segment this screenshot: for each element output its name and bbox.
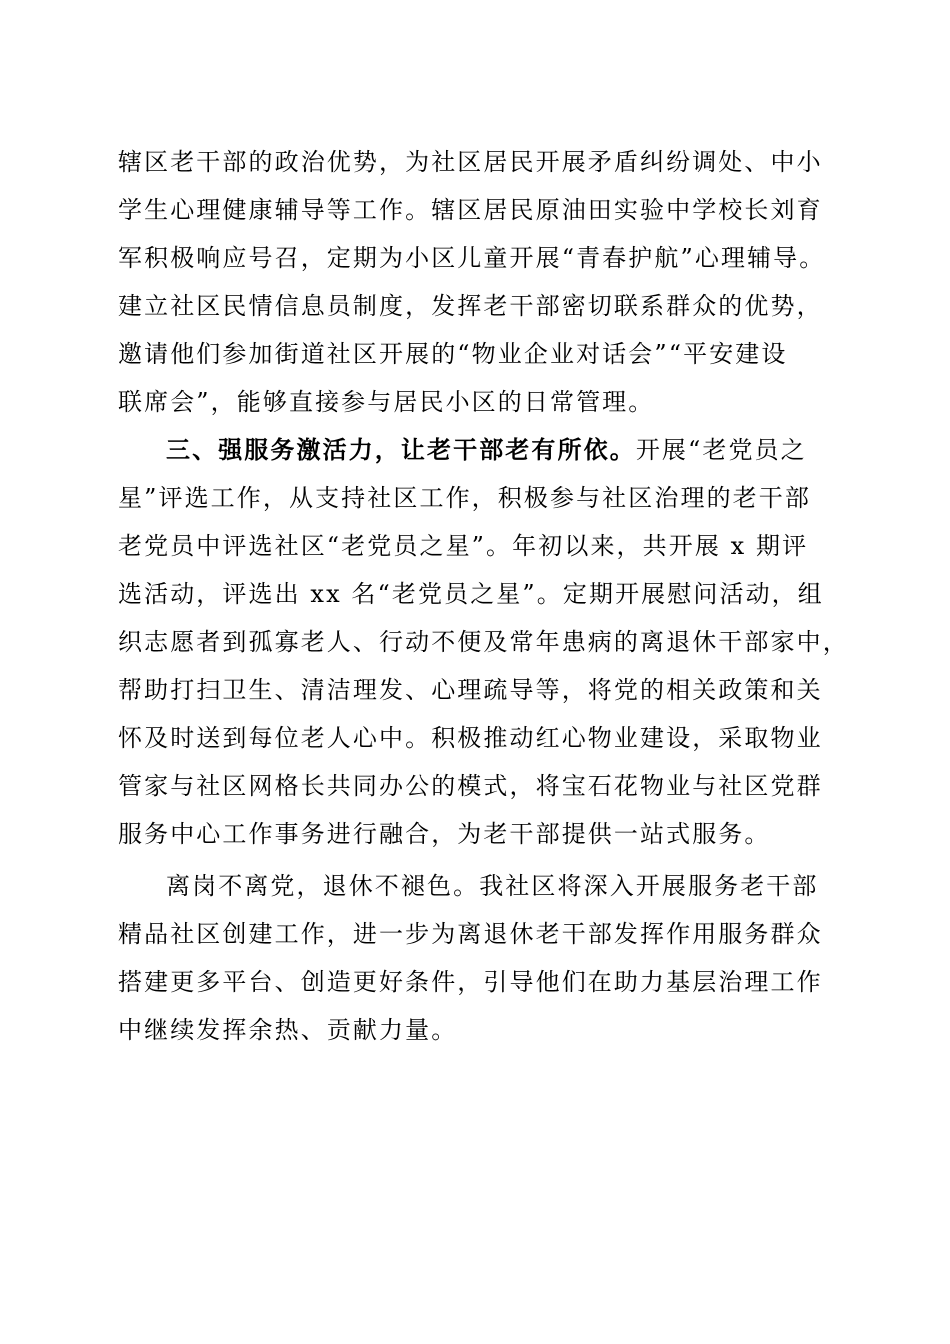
- section-3-line-9: 服务中心工作事务进行融合，为老干部提供一站式服务。: [118, 820, 771, 848]
- section-3-first-line-text: 开展“老党员之: [635, 436, 807, 464]
- section-3-heading: 三、强服务激活力，让老干部老有所依。: [166, 435, 636, 464]
- conclusion-line-1: 离岗不离党，退休不褪色。我社区将深入开展服务老干部: [166, 872, 819, 900]
- conclusion-line-2: 精品社区创建工作，进一步为离退休老干部发挥作用服务群众: [118, 920, 823, 948]
- section-3-line-6: 帮助打扫卫生、清洁理发、心理疏导等，将党的相关政策和关: [118, 676, 823, 704]
- section-3-line-3: 老党员中评选社区“老党员之星”。年初以来，共开展 x 期评: [118, 532, 809, 560]
- paragraph-1-line-5: 邀请他们参加街道社区开展的“物业企业对话会”“平安建设: [118, 340, 788, 368]
- paragraph-1-line-2: 学生心理健康辅导等工作。辖区居民原油田实验中学校长刘育: [118, 196, 823, 224]
- section-3-line-4: 选活动，评选出 xx 名“老党员之星”。定期开展慰问活动，组: [118, 580, 824, 608]
- section-3-line-5: 织志愿者到孤寡老人、行动不便及常年患病的离退休干部家中，: [118, 628, 849, 656]
- section-3-line-2: 星”评选工作，从支持社区工作，积极参与社区治理的老干部: [118, 484, 811, 512]
- conclusion-line-3: 搭建更多平台、创造更好条件，引导他们在助力基层治理工作: [118, 968, 823, 996]
- section-3-first-line: [166, 430, 858, 470]
- section-3-line-7: 怀及时送到每位老人心中。积极推动红心物业建设，采取物业: [118, 724, 823, 752]
- conclusion-line-4: 中继续发挥余热、贡献力量。: [118, 1016, 458, 1044]
- paragraph-1-line-4: 建立社区民情信息员制度，发挥老干部密切联系群众的优势，: [118, 292, 823, 320]
- section-3-line-8: 管家与社区网格长共同办公的模式，将宝石花物业与社区党群: [118, 772, 823, 800]
- paragraph-1-line-6: 联席会”，能够直接参与居民小区的日常管理。: [118, 388, 655, 416]
- paragraph-1-line-1: 辖区老干部的政治优势，为社区居民开展矛盾纠纷调处、中小: [118, 148, 823, 176]
- paragraph-1-line-3: 军积极响应号召，定期为小区儿童开展“青春护航”心理辅导。: [118, 244, 826, 272]
